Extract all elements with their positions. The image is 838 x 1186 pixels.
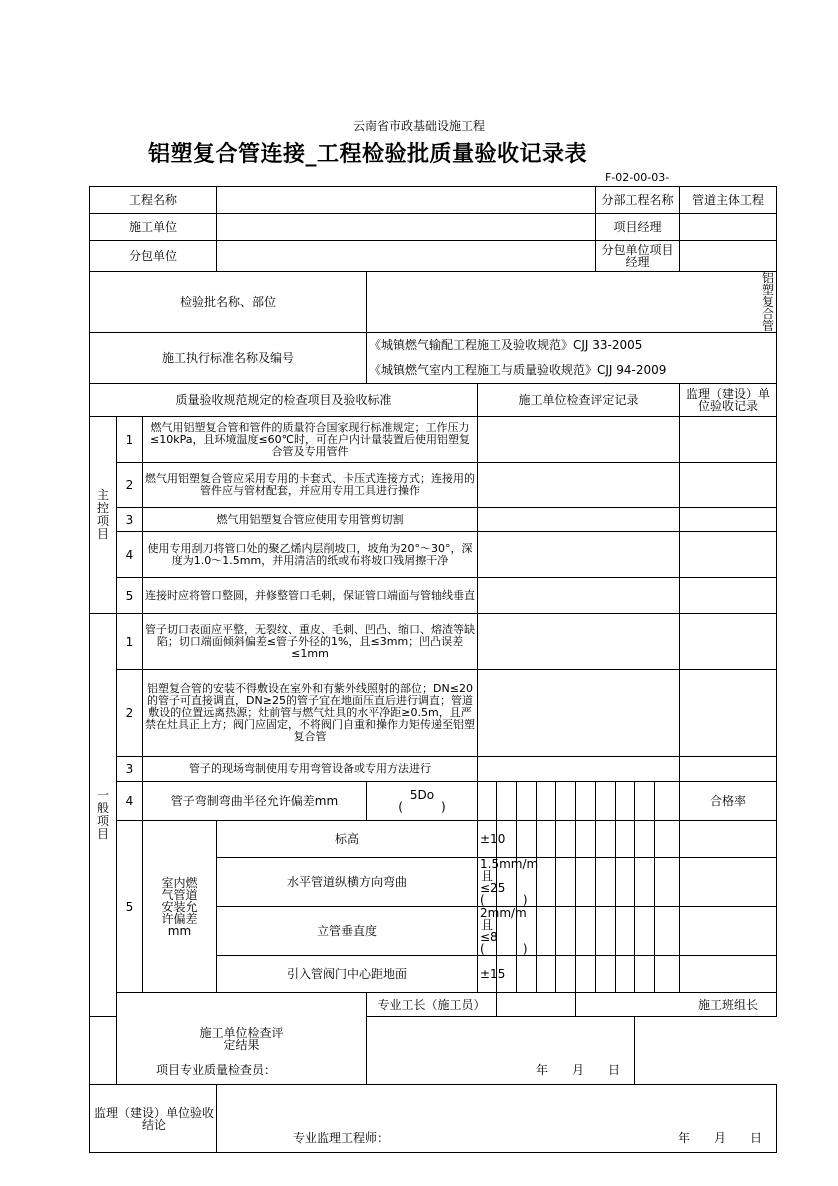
contractor-result-body[interactable] bbox=[90, 1017, 635, 1057]
measure-cell[interactable] bbox=[556, 956, 576, 993]
measure-cell[interactable] bbox=[478, 782, 497, 821]
measure-cell[interactable] bbox=[497, 782, 517, 821]
measure-cell[interactable] bbox=[635, 858, 655, 907]
measure-cell[interactable] bbox=[537, 821, 556, 858]
batch-label: 检验批名称、部位 bbox=[90, 272, 367, 333]
standard-item: 《城镇燃气室内工程施工与质量验收规范》CJJ 94-2009 bbox=[369, 363, 667, 377]
item-number: 1 bbox=[117, 417, 143, 463]
batch-value[interactable] bbox=[367, 272, 777, 333]
contractor-record-cell[interactable] bbox=[478, 578, 680, 614]
supervising-engineer-label: 专业监理工程师： bbox=[293, 1131, 390, 1146]
table-row bbox=[90, 463, 777, 508]
measure-cell[interactable] bbox=[576, 821, 596, 858]
measure-cell[interactable] bbox=[616, 782, 635, 821]
allowable-deviation: 1.5mm/m且≤25 ( ) bbox=[478, 858, 497, 907]
item-number: 3 bbox=[117, 757, 143, 782]
sub-project-value[interactable]: 管道主体工程 bbox=[680, 187, 777, 214]
measure-cell[interactable] bbox=[576, 782, 596, 821]
batch-value-text: 铝塑复合管 bbox=[762, 271, 775, 333]
project-name-label: 工程名称 bbox=[90, 187, 217, 214]
standard-item: 《城镇燃气输配工程施工及验收规范》CJJ 33-2005 bbox=[369, 338, 643, 352]
item-number: 2 bbox=[117, 463, 143, 508]
pass-rate: 合格率 bbox=[680, 782, 777, 821]
items-column-header: 质量验收规范规定的检查项目及验收标准 bbox=[90, 384, 478, 417]
supervisor-record-cell[interactable] bbox=[680, 614, 777, 670]
general-items-label: 一般项目 bbox=[90, 614, 117, 1017]
deviation-item-name: 立管垂直度 bbox=[217, 907, 478, 956]
contractor-value[interactable] bbox=[217, 214, 596, 241]
table-row bbox=[90, 757, 777, 782]
measure-cell[interactable] bbox=[616, 858, 635, 907]
contractor-record-cell[interactable] bbox=[478, 417, 680, 463]
contractor-record-cell[interactable] bbox=[478, 614, 680, 670]
supervisor-column-header: 监理（建设）单位验收记录 bbox=[680, 384, 777, 417]
measure-cell[interactable] bbox=[556, 858, 576, 907]
supervisor-record-cell[interactable] bbox=[680, 757, 777, 782]
measure-cell[interactable] bbox=[655, 821, 680, 858]
measure-cell[interactable] bbox=[517, 821, 537, 858]
date-fields: 年 月 日 bbox=[535, 1063, 620, 1078]
supervisor-record-cell[interactable] bbox=[680, 670, 777, 757]
table-row bbox=[90, 578, 777, 614]
contractor-record-cell[interactable] bbox=[478, 757, 680, 782]
measure-cell[interactable] bbox=[596, 858, 616, 907]
measure-cell[interactable] bbox=[655, 858, 680, 907]
requirement-text: 燃气用铝塑复合管应使用专用管剪切割 bbox=[143, 508, 478, 532]
requirement-text: 连接时应将管口整圆，并修整管口毛刺，保证管口端面与管轴线垂直 bbox=[143, 578, 478, 614]
deviation-item-name: 管子弯制弯曲半径允许偏差mm bbox=[143, 782, 367, 821]
project-manager-label: 项目经理 bbox=[596, 214, 680, 241]
item-number: 4 bbox=[117, 782, 143, 821]
date-fields: 年 月 日 bbox=[677, 1131, 763, 1146]
measure-cell[interactable] bbox=[635, 821, 655, 858]
contractor-column-header: 施工单位检查评定记录 bbox=[478, 384, 680, 417]
allowable-deviation: 5Do ( ) bbox=[367, 782, 478, 821]
form-subtitle: 云南省市政基础设施工程 bbox=[352, 119, 485, 133]
item-number: 5 bbox=[117, 821, 143, 993]
table-row bbox=[90, 670, 777, 757]
item-number: 4 bbox=[117, 532, 143, 578]
measure-cell[interactable] bbox=[635, 956, 655, 993]
requirement-text: 燃气用铝塑复合管应采用专用的卡套式、卡压式连接方式；连接用的管件应与管材配套，并应用专用工具进行操作 bbox=[143, 463, 478, 508]
measure-cell[interactable] bbox=[596, 907, 616, 956]
measure-cell[interactable] bbox=[537, 858, 556, 907]
measure-cell[interactable] bbox=[635, 782, 655, 821]
contractor-result-label: 施工单位检查评定结果 bbox=[117, 993, 367, 1085]
contractor-record-cell[interactable] bbox=[478, 670, 680, 757]
allowable-deviation: ±10 bbox=[478, 821, 497, 858]
supervisor-record-cell[interactable] bbox=[680, 532, 777, 578]
deviation-group-label: 室内燃气管道安装允许偏差mm bbox=[143, 821, 217, 993]
table-row bbox=[90, 782, 777, 821]
measure-cell[interactable] bbox=[537, 956, 556, 993]
contractor-record-cell[interactable] bbox=[478, 532, 680, 578]
item-number: 3 bbox=[117, 508, 143, 532]
contractor-record-cell[interactable] bbox=[478, 463, 680, 508]
supervisor-record-cell[interactable] bbox=[680, 508, 777, 532]
foreman-value[interactable] bbox=[497, 993, 576, 1017]
measure-cell[interactable] bbox=[680, 821, 777, 858]
foreman-label: 专业工长（施工员） bbox=[367, 993, 497, 1017]
table-row bbox=[90, 614, 777, 670]
project-name-value[interactable] bbox=[217, 187, 596, 214]
standard-list bbox=[367, 333, 777, 384]
standard-label: 施工执行标准名称及编号 bbox=[90, 333, 367, 384]
measure-cell[interactable] bbox=[655, 907, 680, 956]
deviation-item-name: 引入管阀门中心距地面 bbox=[217, 956, 478, 993]
measure-cell[interactable] bbox=[680, 858, 777, 907]
measure-cell[interactable] bbox=[556, 782, 576, 821]
deviation-item-name: 标高 bbox=[217, 821, 478, 858]
item-number: 2 bbox=[117, 670, 143, 757]
measure-cell[interactable] bbox=[616, 956, 635, 993]
measure-cell[interactable] bbox=[556, 821, 576, 858]
item-number: 1 bbox=[117, 614, 143, 670]
requirement-text: 使用专用刮刀将管口处的聚乙烯内层削坡口，坡角为20°～30°，深度为1.0～1.5mm，并用清洁的纸或布将坡口残屑擦干净 bbox=[143, 532, 478, 578]
measure-cell[interactable] bbox=[517, 956, 537, 993]
supervisor-record-cell[interactable] bbox=[680, 417, 777, 463]
measure-cell[interactable] bbox=[596, 782, 616, 821]
contractor-signature-line bbox=[90, 1057, 635, 1085]
allowable-deviation: ±15 bbox=[478, 956, 497, 993]
form-code: F-02-00-03- bbox=[605, 171, 670, 184]
measure-cell[interactable] bbox=[576, 907, 596, 956]
supervisor-result-label: 监理（建设）单位验收结论 bbox=[90, 1085, 217, 1153]
supervisor-record-cell[interactable] bbox=[680, 463, 777, 508]
measure-cell[interactable] bbox=[537, 907, 556, 956]
main-control-label: 主控项目 bbox=[90, 417, 117, 614]
contractor-record-cell[interactable] bbox=[478, 508, 680, 532]
measure-cell[interactable] bbox=[556, 907, 576, 956]
contractor-label: 施工单位 bbox=[90, 214, 217, 241]
measure-cell[interactable] bbox=[596, 821, 616, 858]
measure-cell[interactable] bbox=[655, 782, 680, 821]
team-leader-label: 施工班组长 bbox=[576, 993, 777, 1017]
deviation-item-name: 水平管道纵横方向弯曲 bbox=[217, 858, 478, 907]
table-row bbox=[90, 508, 777, 532]
supervisor-record-cell[interactable] bbox=[680, 578, 777, 614]
supervisor-signature-line bbox=[217, 1125, 777, 1153]
requirement-text: 管子切口表面应平整，无裂纹、重皮、毛刺、凹凸、缩口、熔渣等缺陷；切口端面倾斜偏差≤管子外径的1%，且≤3mm；凹凸误差≤1mm bbox=[143, 614, 478, 670]
table-row bbox=[90, 532, 777, 578]
measure-cell[interactable] bbox=[616, 907, 635, 956]
measure-cell[interactable] bbox=[576, 956, 596, 993]
sub-manager-label: 分包单位项目经理 bbox=[596, 241, 680, 272]
inspection-form-table bbox=[89, 186, 777, 1153]
measure-cell[interactable] bbox=[655, 956, 680, 993]
subcontractor-label: 分包单位 bbox=[90, 241, 217, 272]
supervisor-result-body[interactable] bbox=[217, 1085, 777, 1125]
item-number: 5 bbox=[117, 578, 143, 614]
table-row bbox=[90, 417, 777, 463]
measure-cell[interactable] bbox=[680, 907, 777, 956]
measure-cell[interactable] bbox=[635, 907, 655, 956]
subcontractor-value[interactable] bbox=[217, 241, 596, 272]
measure-cell[interactable] bbox=[576, 858, 596, 907]
allowable-deviation: 2mm/m且≤8 ( ) bbox=[478, 907, 497, 956]
measure-cell[interactable] bbox=[517, 782, 537, 821]
measure-cell[interactable] bbox=[680, 956, 777, 993]
measure-cell[interactable] bbox=[596, 956, 616, 993]
requirement-text: 铝塑复合管的安装不得敷设在室外和有紫外线照射的部位；DN≤20的管子可直接调直，DN≥25的管子宜在地面压直后进行调直；管道敷设的位置远离热源；灶前管与燃气灶具的水平净距≥0.5m，且严禁在灶具正上方；阀门应固定，不将阀门自重和操作力矩传递至铝塑复合管 bbox=[143, 670, 478, 757]
qc-inspector-label: 项目专业质量检查员： bbox=[156, 1063, 277, 1078]
requirement-text: 管子的现场弯制使用专用弯管设备或专用方法进行 bbox=[143, 757, 478, 782]
project-manager-value[interactable] bbox=[680, 214, 777, 241]
measure-cell[interactable] bbox=[537, 782, 556, 821]
table-row bbox=[90, 821, 777, 858]
requirement-text: 燃气用铝塑复合管和管件的质量符合国家现行标准规定；工作压力≤10kPa，且环境温度≤60℃时，可在户内计量装置后使用铝塑复合管及专用管件 bbox=[143, 417, 478, 463]
sub-project-label: 分部工程名称 bbox=[596, 187, 680, 214]
form-title: 铝塑复合管连接_工程检验批质量验收记录表 bbox=[148, 142, 588, 167]
measure-cell[interactable] bbox=[616, 821, 635, 858]
sub-manager-value[interactable] bbox=[680, 241, 777, 272]
